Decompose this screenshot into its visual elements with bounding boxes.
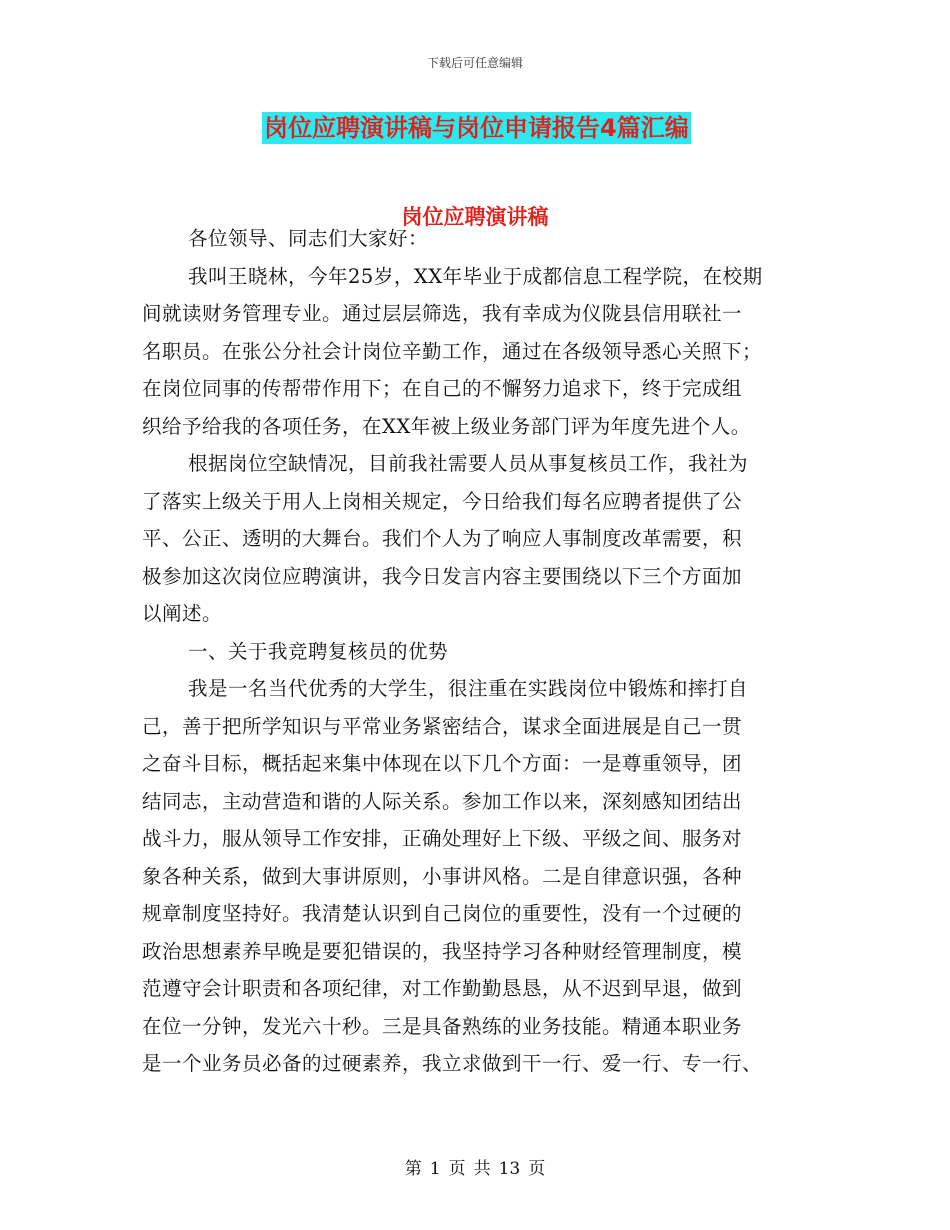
paragraph-line: 己，善于把所学知识与平常业务紧密结合，谋求全面进展是自己一贯	[142, 714, 743, 738]
page-footer	[0, 1154, 950, 1179]
footer-page-number: 1	[429, 1159, 441, 1179]
footer-total-pages: 13	[498, 1159, 521, 1179]
footer-di: 第	[404, 1159, 422, 1179]
paragraph-line: 在位一分钟，发光六十秒。三是具备熟练的业务技能。精通本职业务	[142, 1014, 743, 1038]
footer-ye: 页	[448, 1159, 466, 1179]
body-text	[142, 220, 808, 1083]
paragraph-line: 极参加这次岗位应聘演讲，我今日发言内容主要围绕以下三个方面加	[142, 564, 743, 588]
footer-ye2: 页	[528, 1159, 546, 1179]
paragraph-line: 政治思想素养早晚是要犯错误的，我坚持学习各种财经管理制度，模	[142, 939, 743, 963]
paragraph-line: 织给予给我的各项任务，在XX年被上级业务部门评为年度先进个人。	[142, 414, 751, 438]
paragraph-line: 名职员。在张公分社会计岗位辛勤工作，通过在各级领导悉心关照下；	[142, 339, 763, 363]
paragraph-line: 在岗位同事的传帮带作用下；在自己的不懈努力追求下，终于完成组	[142, 377, 743, 400]
footer-gong: 共	[473, 1159, 491, 1179]
paragraph-line: 是一个业务员必备的过硬素养，我立求做到干一行、爱一行、专一行、	[142, 1052, 763, 1075]
paragraph-line: 平、公正、透明的大舞台。我们个人为了响应人事制度改革需要，积	[142, 527, 743, 550]
paragraph-line: 范遵守会计职责和各项纪律，对工作勤勤恳恳，从不迟到早退，做到	[142, 977, 743, 1000]
paragraph-line: 了落实上级关于用人上岗相关规定，今日给我们每名应聘者提供了公	[142, 489, 743, 513]
header-note: 下载后可任意编辑	[426, 56, 523, 70]
section-title: 岗位应聘演讲稿	[401, 205, 549, 229]
paragraph-line: 象各种关系，做到大事讲原则，小事讲风格。二是自律意识强，各种	[142, 864, 743, 888]
paragraph-line: 间就读财务管理专业。通过层层筛选，我有幸成为仪陇县信用联社一	[142, 302, 743, 325]
paragraph-line: 根据岗位空缺情况，目前我社需要人员从事复核员工作，我社为	[188, 452, 749, 475]
paragraph-line: 我是一名当代优秀的大学生，很注重在实践岗位中锻炼和摔打自	[188, 677, 749, 700]
paragraph-line: 以阐述。	[142, 602, 223, 625]
subheading-line: 一、关于我竞聘复核员的优势	[188, 639, 449, 663]
paragraph-line: 战斗力，服从领导工作安排，正确处理好上下级、平级之间、服务对	[142, 827, 743, 850]
paragraph-line: 我叫王晓林，今年25岁，XX年毕业于成都信息工程学院，在校期	[188, 264, 763, 288]
paragraph-line: 结同志，主动营造和谐的人际关系。参加工作以来，深刻感知团结出	[142, 789, 743, 813]
greeting-line: 各位领导、同志们大家好：	[188, 227, 429, 250]
paragraph-line: 之奋斗目标，概括起来集中体现在以下几个方面：一是尊重领导，团	[142, 752, 743, 775]
paragraph-line: 规章制度坚持好。我清楚认识到自己岗位的重要性，没有一个过硬的	[142, 902, 743, 925]
document-title: 岗位应聘演讲稿与岗位申请报告4篇汇编	[264, 114, 689, 142]
